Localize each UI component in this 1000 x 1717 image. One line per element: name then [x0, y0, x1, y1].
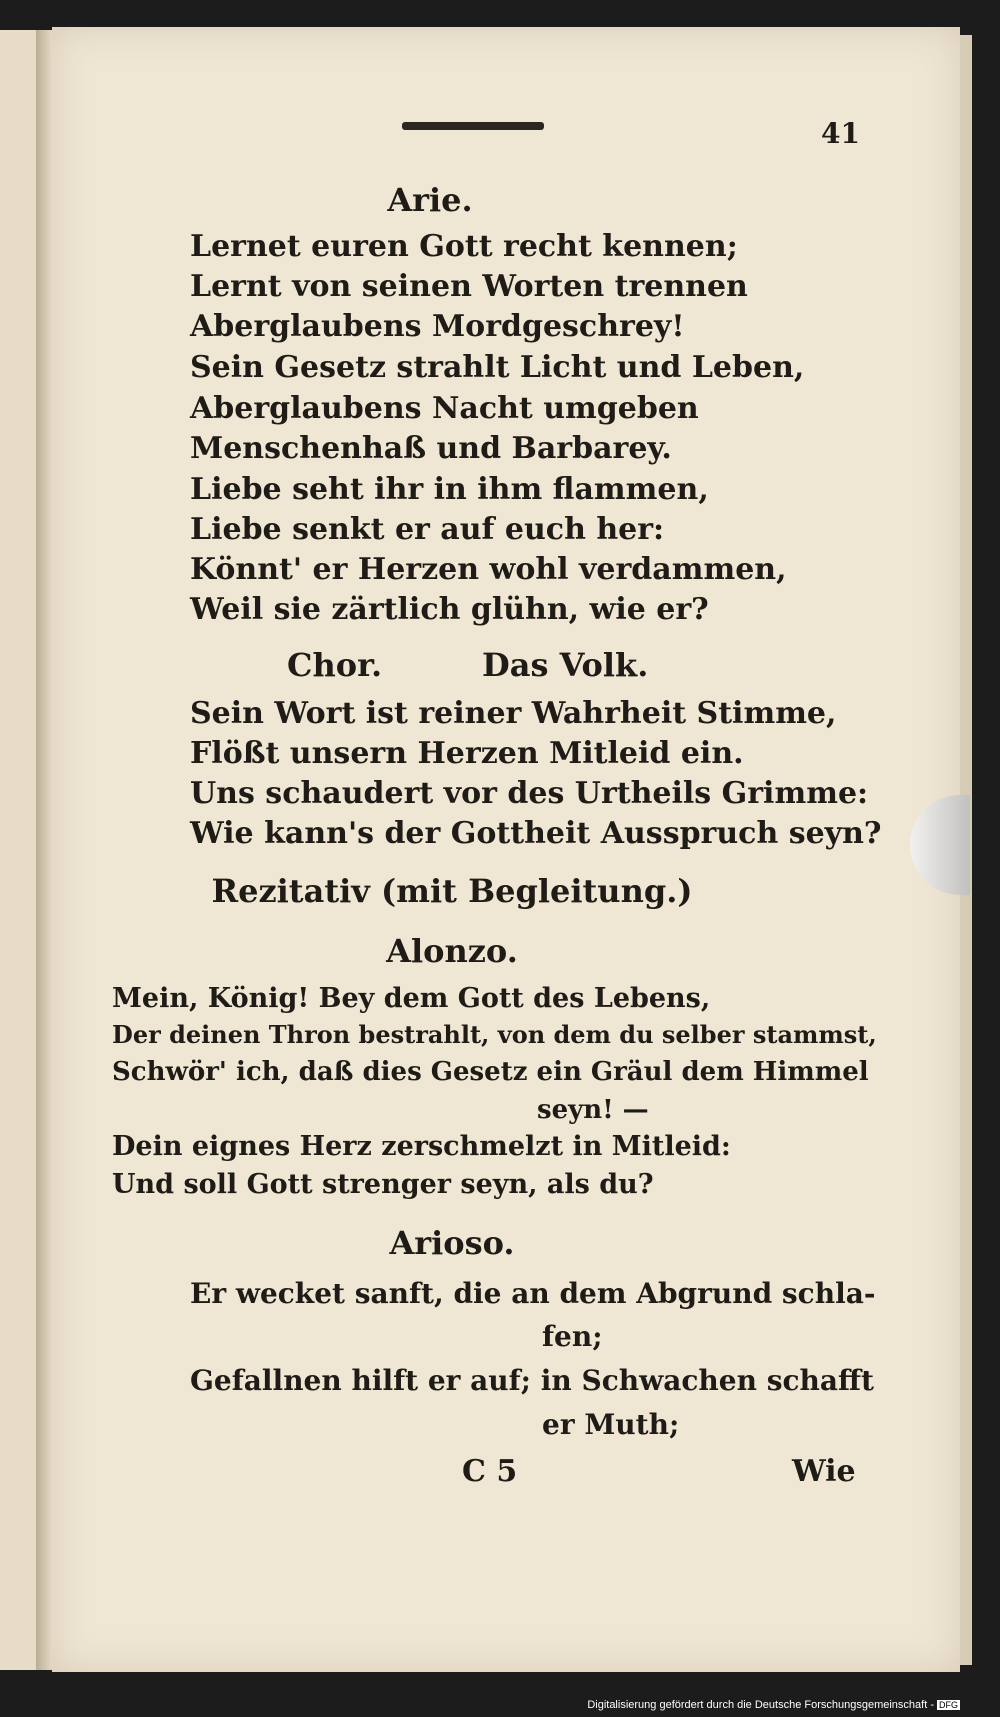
book-page: [52, 27, 960, 1672]
verse-line: Er wecket sanft, die an dem Abgrund schla-: [190, 1277, 876, 1310]
verse-line: er Muth;: [542, 1408, 680, 1441]
verse-line: Mein, König! Bey dem Gott des Lebens,: [112, 983, 711, 1014]
page-number: 41: [821, 117, 860, 150]
verse-line: Weil sie zärtlich glühn, wie er?: [190, 592, 709, 627]
verse-line: Könnt' er Herzen wohl verdammen,: [190, 552, 787, 587]
arie-heading: Arie.: [387, 181, 473, 219]
arioso-heading: Arioso.: [389, 1224, 515, 1262]
verse-line: Sein Gesetz strahlt Licht und Leben,: [190, 350, 805, 385]
verse-line: Und soll Gott strenger seyn, als du?: [112, 1169, 654, 1200]
rezitativ-heading: Rezitativ (mit Begleitung.): [211, 872, 693, 910]
verse-line: Der deinen Thron bestrahlt, von dem du selber stammst,: [112, 1020, 877, 1049]
verse-line: Menschenhaß und Barbarey.: [190, 431, 672, 466]
verse-line: Aberglaubens Nacht umgeben: [190, 391, 699, 426]
rezitativ-speaker: Alonzo.: [386, 932, 518, 970]
verse-line: Wie kann's der Gottheit Ausspruch seyn?: [190, 816, 882, 851]
catchword: Wie: [792, 1454, 856, 1489]
footer-bar: [0, 1697, 1000, 1717]
dfg-logo-icon: DFG: [939, 1700, 958, 1710]
chor-heading: Chor.: [287, 646, 383, 684]
verse-line: Flößt unsern Herzen Mitleid ein.: [190, 736, 744, 771]
header-rule: [402, 122, 544, 130]
verse-line: seyn! —: [537, 1095, 649, 1125]
verse-line: Sein Wort ist reiner Wahrheit Stimme,: [190, 696, 837, 731]
verse-line: Uns schaudert vor des Urtheils Grimme:: [190, 776, 869, 811]
footer-credit-text: Digitalisierung gefördert durch die Deutsche Forschungsgemeinschaft -: [587, 1699, 934, 1711]
verse-line: Liebe senkt er auf euch her:: [190, 512, 665, 547]
verse-line: Liebe seht ihr in ihm flammen,: [190, 472, 709, 507]
signature-mark: C 5: [462, 1454, 518, 1489]
verse-line: Lernet euren Gott recht kennen;: [190, 229, 738, 264]
verse-line: Aberglaubens Mordgeschrey!: [190, 309, 685, 344]
footer-credit: [587, 1699, 960, 1711]
verse-line: Lernt von seinen Worten trennen: [190, 269, 748, 304]
verse-line: Schwör' ich, daß dies Gesetz ein Gräul dem Himmel: [112, 1057, 869, 1087]
verse-line: Dein eignes Herz zerschmelzt in Mitleid:: [112, 1131, 731, 1162]
verse-line: fen;: [542, 1320, 603, 1353]
chor-speaker: Das Volk.: [482, 646, 649, 684]
verse-line: Gefallnen hilft er auf; in Schwachen schafft: [190, 1364, 874, 1397]
